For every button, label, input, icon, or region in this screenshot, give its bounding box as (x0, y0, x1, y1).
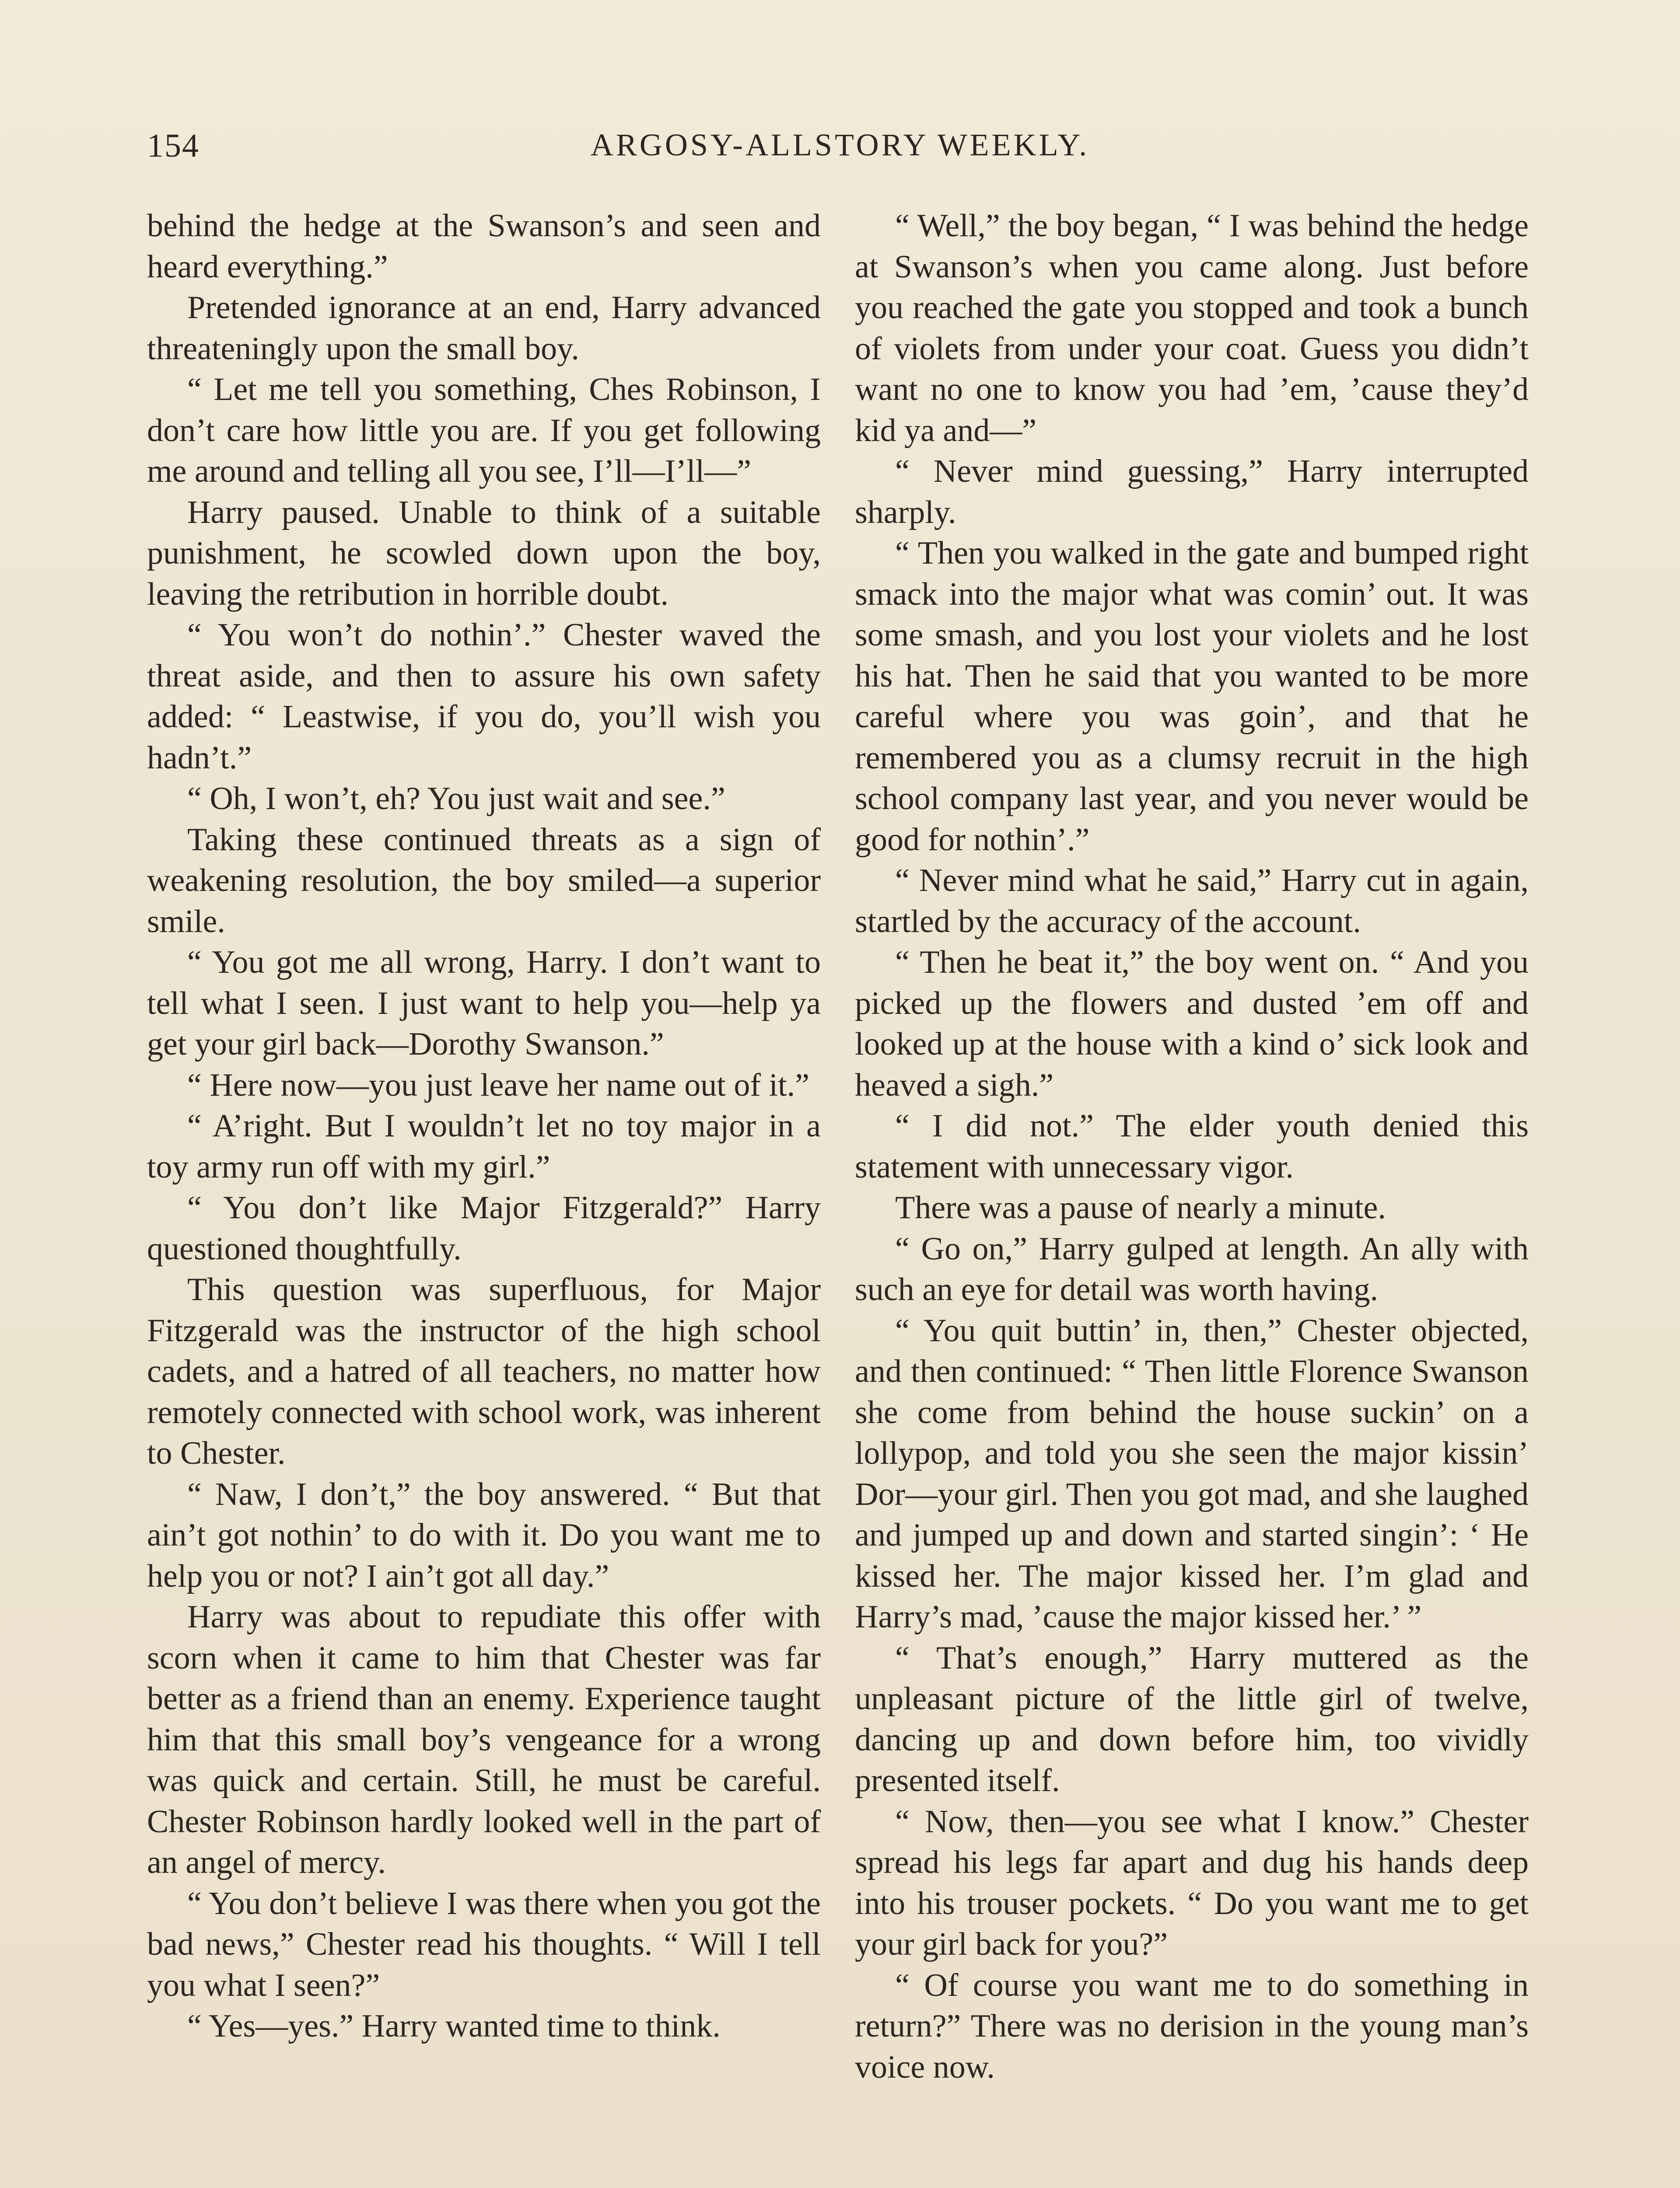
paragraph: “ Then you walked in the gate and bumped right smack into the major what was comin’ out. It was some smash, and you lost your violets and he lost his hat. Then he said that you wanted to be more careful where you was goin’, and that he remembered you as a clumsy recruit in the high school company last year, and you never would be good for nothin’.” (855, 535, 1529, 858)
paragraph: “ Never mind guessing,” Harry interrupted sharply. (855, 453, 1529, 530)
paragraph: “ Here now—you just leave her name out of it.” (187, 1067, 809, 1103)
paragraph: Taking these continued threats as a sign of weakening resolution, the boy smiled—a superior smile. (147, 821, 821, 940)
page-header (147, 127, 1533, 179)
paragraph: “ Yes—yes.” Harry wanted time to think. (187, 2008, 721, 2044)
paragraph: “ You won’t do nothin’.” Chester waved the threat aside, and then to assure his own safety added: “ Leastwise, if you do, you’ll wish you hadn’t.” (147, 617, 821, 776)
paragraph: “ Go on,” Harry gulped at length. An ally with such an eye for detail was worth having. (855, 1231, 1529, 1308)
paragraph: Harry was about to repudiate this offer with scorn when it came to him that Chester was far better as a friend than an enemy. Experience taught him that this small boy’s vengeance for a wrong was quick and certain. Still, he must be careful. Chester Robinson hardly looked well in the part of an angel of mercy. (147, 1599, 821, 1880)
paragraph: “ That’s enough,” Harry muttered as the unpleasant picture of the little girl of twelve, dancing up and down before him, too vividly presented itself. (855, 1640, 1529, 1799)
paragraph: “ Naw, I don’t,” the boy answered. “ But that ain’t got nothin’ to do with it. Do you want me to help you or not? I ain’t got all day.” (147, 1476, 821, 1594)
paragraph: “ Let me tell you something, Ches Robinson, I don’t care how little you are. If you get following me around and telling all you see, I’ll—I’ll—” (147, 372, 821, 489)
paragraph: “ I did not.” The elder youth denied this statement with unnecessary vigor. (855, 1108, 1529, 1185)
paragraph: “ Oh, I won’t, eh? You just wait and see.” (187, 781, 725, 817)
paragraph: “ Never mind what he said,” Harry cut in again, startled by the accuracy of the account. (855, 863, 1529, 940)
paragraph: There was a pause of nearly a minute. (895, 1190, 1386, 1226)
paragraph: “ Well,” the boy began, “ I was behind the hedge at Swanson’s when you came along. Just before you reached the gate you stopped and took a bunch of violets from under your coat. Guess you didn’t want no one to know you had ’em, ’cause they’d kid ya and—” (855, 208, 1529, 449)
paragraph: “ You got me all wrong, Harry. I don’t want to tell what I seen. I just want to help you—help ya get your girl back—Dorothy Swanson.” (147, 944, 821, 1062)
paragraph: Pretended ignorance at an end, Harry advanced threateningly upon the small boy. (147, 290, 821, 367)
paragraph: “ You don’t believe I was there when you got the bad news,” Chester read his thoughts. “ Will I tell you what I seen?” (147, 1885, 821, 2003)
paragraph: behind the hedge at the Swanson’s and seen and heard everything.” (147, 208, 821, 285)
right-column (855, 206, 1529, 2088)
paragraph: “ A’right. But I wouldn’t let no toy major in a toy army run off with my girl.” (147, 1108, 821, 1185)
paragraph: “ You don’t like Major Fitzgerald?” Harry questioned thoughtfully. (147, 1190, 821, 1267)
paragraph: This question was superfluous, for Major Fitzgerald was the instructor of the high school cadets, and a hatred of all teachers, no matter how remotely connected with school work, was inherent to Chester. (147, 1272, 821, 1471)
paragraph: “ You quit buttin’ in, then,” Chester objected, and then continued: “ Then little Florence Swanson she come from behind the house suckin’ on a lollypop, and told you she seen the major kissin’ Dor—your girl. Then you got mad, and she laughed and jumped up and down and started singin’: ‘ He kissed her. The major kissed her. I’m glad and Harry’s mad, ’cause the major kissed her.’ ” (855, 1312, 1529, 1635)
page-number: 154 (147, 127, 200, 164)
paragraph: “ Then he beat it,” the boy went on. “ And you picked up the flowers and dusted ’em off and looked up at the house with a kind o’ sick look and heaved a sigh.” (855, 944, 1529, 1103)
paragraph: “ Of course you want me to do something in return?” There was no derision in the young man’s voice now. (855, 1967, 1529, 2085)
running-title: ARGOSY-ALLSTORY WEEKLY. (590, 127, 1090, 162)
left-column (147, 206, 821, 2047)
paragraph: Harry paused. Unable to think of a suitable punishment, he scowled down upon the boy, leaving the retribution in horrible doubt. (147, 494, 821, 612)
paragraph: “ Now, then—you see what I know.” Chester spread his legs far apart and dug his hands deep into his trouser pockets. “ Do you want me to get your girl back for you?” (855, 1803, 1529, 1962)
